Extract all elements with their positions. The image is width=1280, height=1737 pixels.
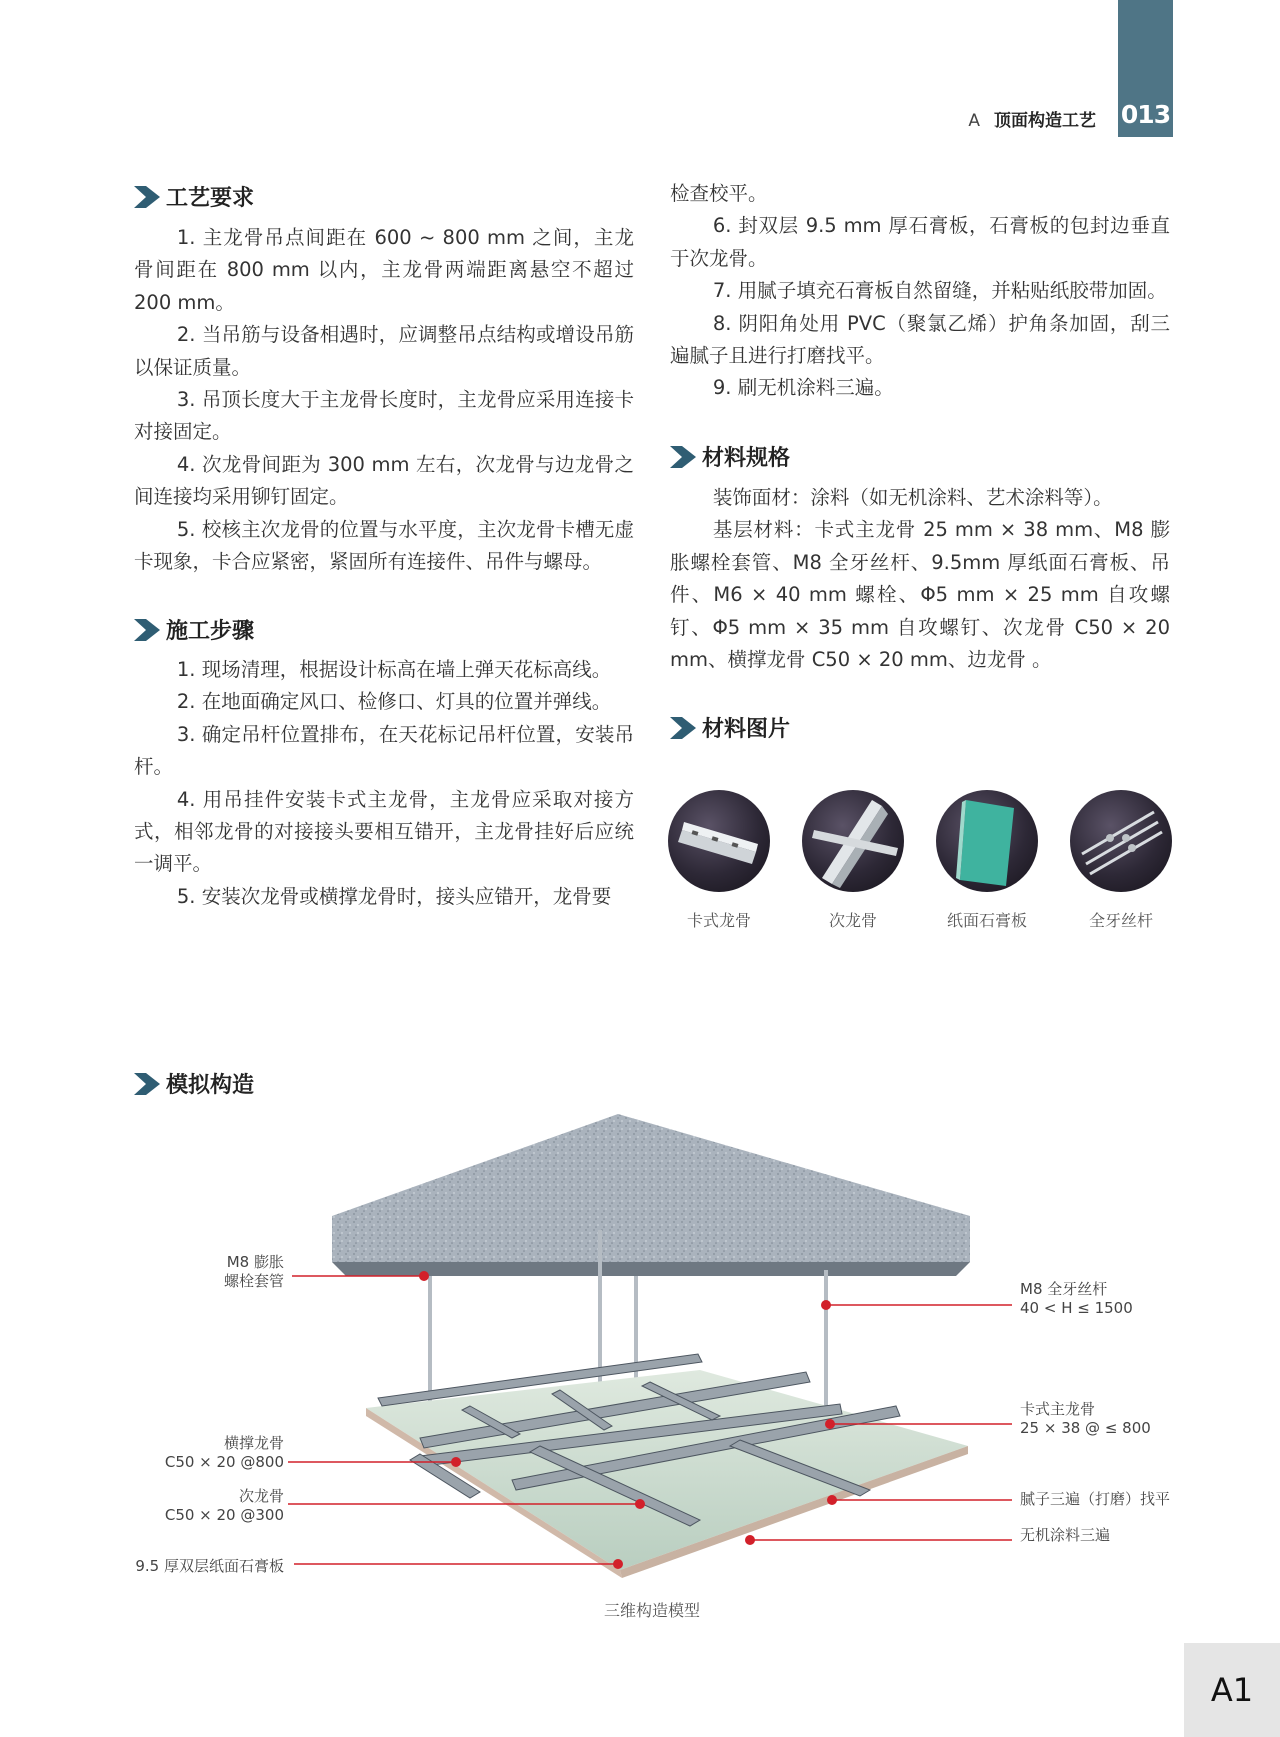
callout-m8-threaded-rod: M8 全牙丝杆 40 < H ≤ 1500 xyxy=(1020,1280,1133,1317)
callout-inorganic-paint: 无机涂料三遍 xyxy=(1020,1526,1111,1544)
heading-process-requirements: 工艺要求 xyxy=(134,181,254,212)
paragraph: 6. 封双层 9.5 mm 厚石膏板，石膏板的包封边垂直于次龙骨。 xyxy=(670,214,1170,270)
callout-cross-keel: 横撑龙骨 C50 × 20 @800 xyxy=(164,1434,284,1471)
paragraph: 8. 阴阳角处用 PVC（聚氯乙烯）护角条加固，刮三遍腻子且进行打磨找平。 xyxy=(670,311,1170,368)
material-secondary-keel: 次龙骨 xyxy=(802,790,904,931)
card-keel-icon xyxy=(668,790,770,892)
paragraph: 1. 现场清理，根据设计标高在墙上弹天花标高线。 xyxy=(176,658,612,681)
paragraph: 装饰面材：涂料（如无机涂料、艺术涂料等）。 xyxy=(712,486,1113,509)
paragraph: 3. 确定吊杆位置排布，在天花标记吊杆位置，安装吊杆。 xyxy=(134,722,634,779)
chevron-right-icon xyxy=(134,619,160,641)
construction-steps-continued xyxy=(670,178,1170,405)
material-gypsum-board: 纸面石膏板 xyxy=(936,790,1038,931)
callout-card-main-keel: 卡式主龙骨 25 × 38 @ ≤ 800 xyxy=(1020,1400,1151,1437)
paragraph: 4. 次龙骨间距为 300 mm 左右，次龙骨与边龙骨之间连接均采用铆钉固定。 xyxy=(134,452,634,509)
callout-gypsum-board: 9.5 厚双层纸面石膏板 xyxy=(135,1557,284,1575)
paragraph: 7. 用腻子填充石膏板自然留缝，并粘贴纸胶带加固。 xyxy=(712,279,1167,303)
threaded-rod-icon xyxy=(1070,790,1172,892)
gypsum-board-icon xyxy=(936,790,1038,892)
chevron-right-icon xyxy=(134,1073,160,1095)
material-threaded-rod: 全牙丝杆 xyxy=(1070,790,1172,931)
chevron-right-icon xyxy=(670,717,696,739)
material-images xyxy=(668,790,1174,930)
chevron-right-icon xyxy=(134,186,160,208)
heading-construction-steps: 施工步骤 xyxy=(134,614,254,645)
callout-putty: 腻子三遍（打磨）找平 xyxy=(1020,1490,1171,1508)
heading-material-images: 材料图片 xyxy=(670,712,790,743)
material-specs-body xyxy=(670,482,1170,676)
paragraph: 3. 吊顶长度大于主龙骨长度时，主龙骨应采用连接卡对接固定。 xyxy=(134,388,634,444)
diagram-caption: 三维构造模型 xyxy=(603,1601,700,1620)
page-code: A1 xyxy=(1184,1643,1280,1737)
material-card-keel: 卡式龙骨 xyxy=(668,790,770,931)
construction-steps-body xyxy=(134,654,634,913)
chevron-right-icon xyxy=(670,446,696,468)
running-header xyxy=(968,106,1096,131)
secondary-keel-icon xyxy=(802,790,904,892)
heading-simulated-structure: 模拟构造 xyxy=(134,1068,254,1099)
paragraph: 基层材料：卡式主龙骨 25 mm × 38 mm、M8 膨胀螺栓套管、M8 全牙丝杆、9.5mm 厚纸面石膏板、吊件、M6 × 40 mm 螺栓、Φ5 mm × 25 mm 自攻螺钉、Φ5 mm × 35 mm 自攻螺钉、次龙骨 C50 × 20 mm、横撑龙骨 C50 × 20 mm、边龙骨 。 xyxy=(670,518,1170,672)
paragraph: 2. 当吊筋与设备相遇时，应调整吊点结构或增设吊筋以保证质量。 xyxy=(134,323,634,379)
callout-secondary-keel: 次龙骨 C50 × 20 @300 xyxy=(164,1487,284,1524)
heading-material-specs: 材料规格 xyxy=(670,441,790,472)
section-title-header: 顶面构造工艺 xyxy=(994,111,1096,131)
paragraph: 5. 安装次龙骨或横撑龙骨时，接头应错开，龙骨要 xyxy=(176,884,612,908)
paragraph: 2. 在地面确定风口、检修口、灯具的位置并弹线。 xyxy=(176,690,612,714)
paragraph: 5. 校核主次龙骨的位置与水平度，主次龙骨卡槽无虚卡现象，卡合应紧密，紧固所有连接件、吊件与螺母。 xyxy=(134,517,634,574)
process-requirements-body xyxy=(134,222,634,578)
section-letter: A xyxy=(968,111,980,131)
paragraph: 1. 主龙骨吊点间距在 600 ~ 800 mm 之间，主龙骨间距在 800 mm 以内，主龙骨两端距离悬空不超过 200 mm。 xyxy=(134,226,634,314)
callout-m8-expansion-sleeve: M8 膨胀 螺栓套管 xyxy=(223,1253,284,1290)
page-number: 013 xyxy=(1120,100,1171,129)
paragraph: 9. 刷无机涂料三遍。 xyxy=(712,376,894,400)
paragraph: 检查校平。 xyxy=(670,182,768,205)
concrete-slab xyxy=(332,1114,970,1276)
paragraph: 4. 用吊挂件安装卡式主龙骨，主龙骨应采取对接方式，相邻龙骨的对接接头要相互错开，主龙骨挂好后应统一调平。 xyxy=(134,787,634,876)
